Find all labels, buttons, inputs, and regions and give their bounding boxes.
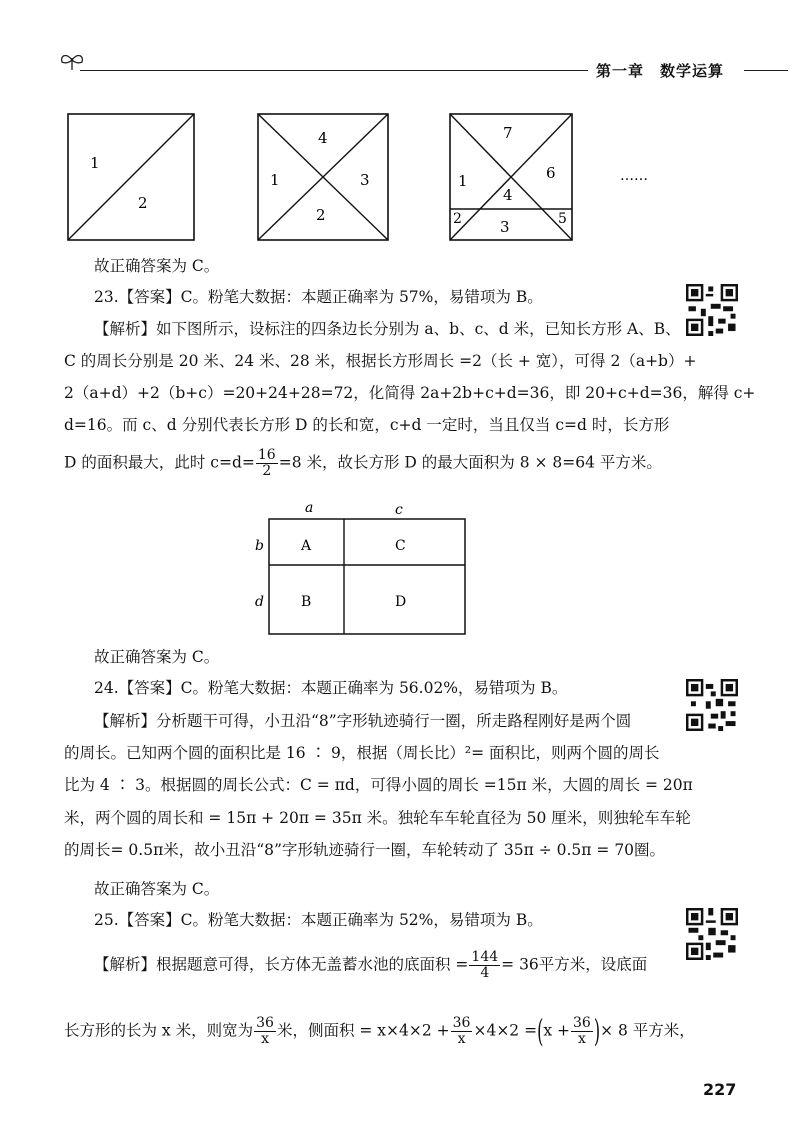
fraction-numerator: 36: [256, 1015, 274, 1031]
grid-cell-B: B: [301, 594, 312, 610]
left-paren: (: [537, 1012, 544, 1049]
answer-line-2: 故正确答案为 C。: [94, 648, 220, 666]
sq2-label-1: 1: [270, 171, 280, 189]
figures-ellipsis: ……: [620, 168, 648, 184]
fraction-36-over-x-2: [451, 1016, 473, 1047]
square-figure-3: [450, 114, 572, 240]
fraction-numerator: 16: [257, 447, 276, 463]
q23-analysis-line-4: d=16。而 c、d 分别代表长方形 D 的长和宽，c+d 一定时，当且仅当 c=d 时，长方形: [64, 416, 670, 434]
sq2-label-2: 2: [316, 206, 326, 224]
page-number: 227: [703, 1080, 737, 1099]
q25-answer: 25.【答案】C。粉笔大数据：本题正确率为 52%，易错项为 B。: [94, 911, 543, 929]
sq3-label-7: 7: [503, 124, 513, 142]
sq1-label-1: 1: [90, 154, 100, 172]
q25-line2-text-c: ×4×2 =: [473, 1021, 538, 1040]
q25-analysis-line-1: [94, 950, 774, 981]
square-figures: [60, 108, 670, 248]
q25-line1-text-b: = 36平方米，设底面: [501, 955, 648, 974]
answer-line-1: 故正确答案为 C。: [94, 257, 220, 275]
q25-analysis-line-2: [64, 1012, 744, 1049]
q23-line5-text-a: D 的面积最大，此时 c=d=: [64, 453, 255, 472]
fraction-numerator: 36: [573, 1015, 591, 1031]
grid-label-b: b: [255, 538, 264, 554]
grid-label-d: d: [255, 594, 264, 610]
header-rule-right: [744, 70, 788, 71]
right-paren: ): [593, 1012, 601, 1049]
grid-cell-C: C: [395, 538, 406, 554]
sq3-label-4: 4: [503, 186, 513, 204]
fraction-36-over-x-1: [254, 1016, 276, 1047]
q24-analysis-line-3: 比为 4 ∶ 3。根据圆的周长公式：C = πd，可得小圆的周长 =15π 米，大圆的周长 = 20π: [64, 776, 693, 794]
square-figure-1: [68, 114, 194, 240]
q24-analysis-line-1: 【解析】分析题干可得，小丑沿“8”字形轨迹骑行一圈，所走路程刚好是两个圆: [94, 712, 632, 730]
fraction-denominator: 2: [262, 463, 272, 479]
answer-line-3: 故正确答案为 C。: [94, 880, 220, 898]
q23-answer: 23.【答案】C。粉笔大数据：本题正确率为 57%，易错项为 B。: [94, 288, 543, 306]
fraction-numerator: 36: [452, 1015, 471, 1031]
q23-analysis-line-5: [64, 448, 744, 479]
header-rule-left: [80, 70, 588, 71]
grid-label-a: a: [305, 500, 314, 516]
sq3-label-5: 5: [558, 211, 567, 227]
fraction-denominator: x: [457, 1031, 466, 1047]
q25-line2-text-b: 米，侧面积 = x×4×2 +: [276, 1021, 450, 1040]
sq3-label-2: 2: [453, 211, 462, 227]
fraction-numerator: 144: [471, 949, 499, 965]
chapter-title: 第一章 数学运算: [596, 62, 725, 80]
q25-line2-text-d: x +: [543, 1021, 570, 1040]
q24-answer: 24.【答案】C。粉笔大数据：本题正确率为 56.02%，易错项为 B。: [94, 679, 568, 697]
q23-line5-text-b: =8 米，故长方形 D 的最大面积为 8 × 8=64 平方米。: [278, 453, 662, 472]
fraction-16-over-2: [256, 448, 278, 479]
sq3-label-3: 3: [500, 218, 510, 236]
q23-analysis-line-1: 【解析】如下图所示，设标注的四条边长分别为 a、b、c、d 米，已知长方形 A、B、: [94, 320, 681, 338]
fraction-denominator: x: [261, 1031, 269, 1047]
q23-analysis-line-3: 2（a+d）+2（b+c）=20+24+28=72，化简得 2a+2b+c+d=36，即 20+c+d=36，解得 c+: [64, 384, 756, 402]
grid-cell-D: D: [395, 594, 407, 610]
fraction-36-over-x-3: [571, 1016, 593, 1047]
sq3-label-1: 1: [458, 172, 468, 190]
q25-line2-text-a: 长方形的长为 x 米，则宽为: [64, 1021, 254, 1040]
sq3-label-6: 6: [546, 164, 556, 182]
fraction-denominator: x: [577, 1031, 586, 1047]
q25-line1-text-a: 【解析】根据题意可得，长方体无盖蓄水池的底面积 =: [94, 955, 469, 974]
sq1-label-2: 2: [138, 194, 148, 212]
q24-analysis-line-5: 的周长= 0.5π米，故小丑沿“8”字形轨迹骑行一圈，车轮转动了 35π ÷ 0.5π = 70圈。: [64, 841, 666, 859]
fraction-144-over-4: [469, 950, 500, 981]
q24-analysis-line-4: 米，两个圆的周长和 = 15π + 20π = 35π 米。独轮车车轮直径为 50 厘米，则独轮车车轮: [64, 809, 691, 827]
fraction-denominator: 4: [480, 965, 490, 981]
q25-line2-text-e: × 8 平方米，: [600, 1021, 695, 1040]
grid-label-c: c: [395, 502, 403, 518]
square-figure-2: [258, 114, 388, 240]
rectangle-grid-figure: [245, 498, 475, 640]
sq2-label-4: 4: [318, 129, 328, 147]
q24-analysis-line-2: 的周长。已知两个圆的面积比是 16 ∶ 9，根据（周长比）²= 面积比，则两个圆的周长: [64, 744, 660, 762]
sq2-label-3: 3: [360, 171, 370, 189]
grid-cell-A: A: [301, 538, 312, 554]
q23-analysis-line-2: C 的周长分别是 20 米、24 米、28 米，根据长方形周长 =2（长 + 宽），可得 2（a+b）+: [64, 352, 697, 370]
